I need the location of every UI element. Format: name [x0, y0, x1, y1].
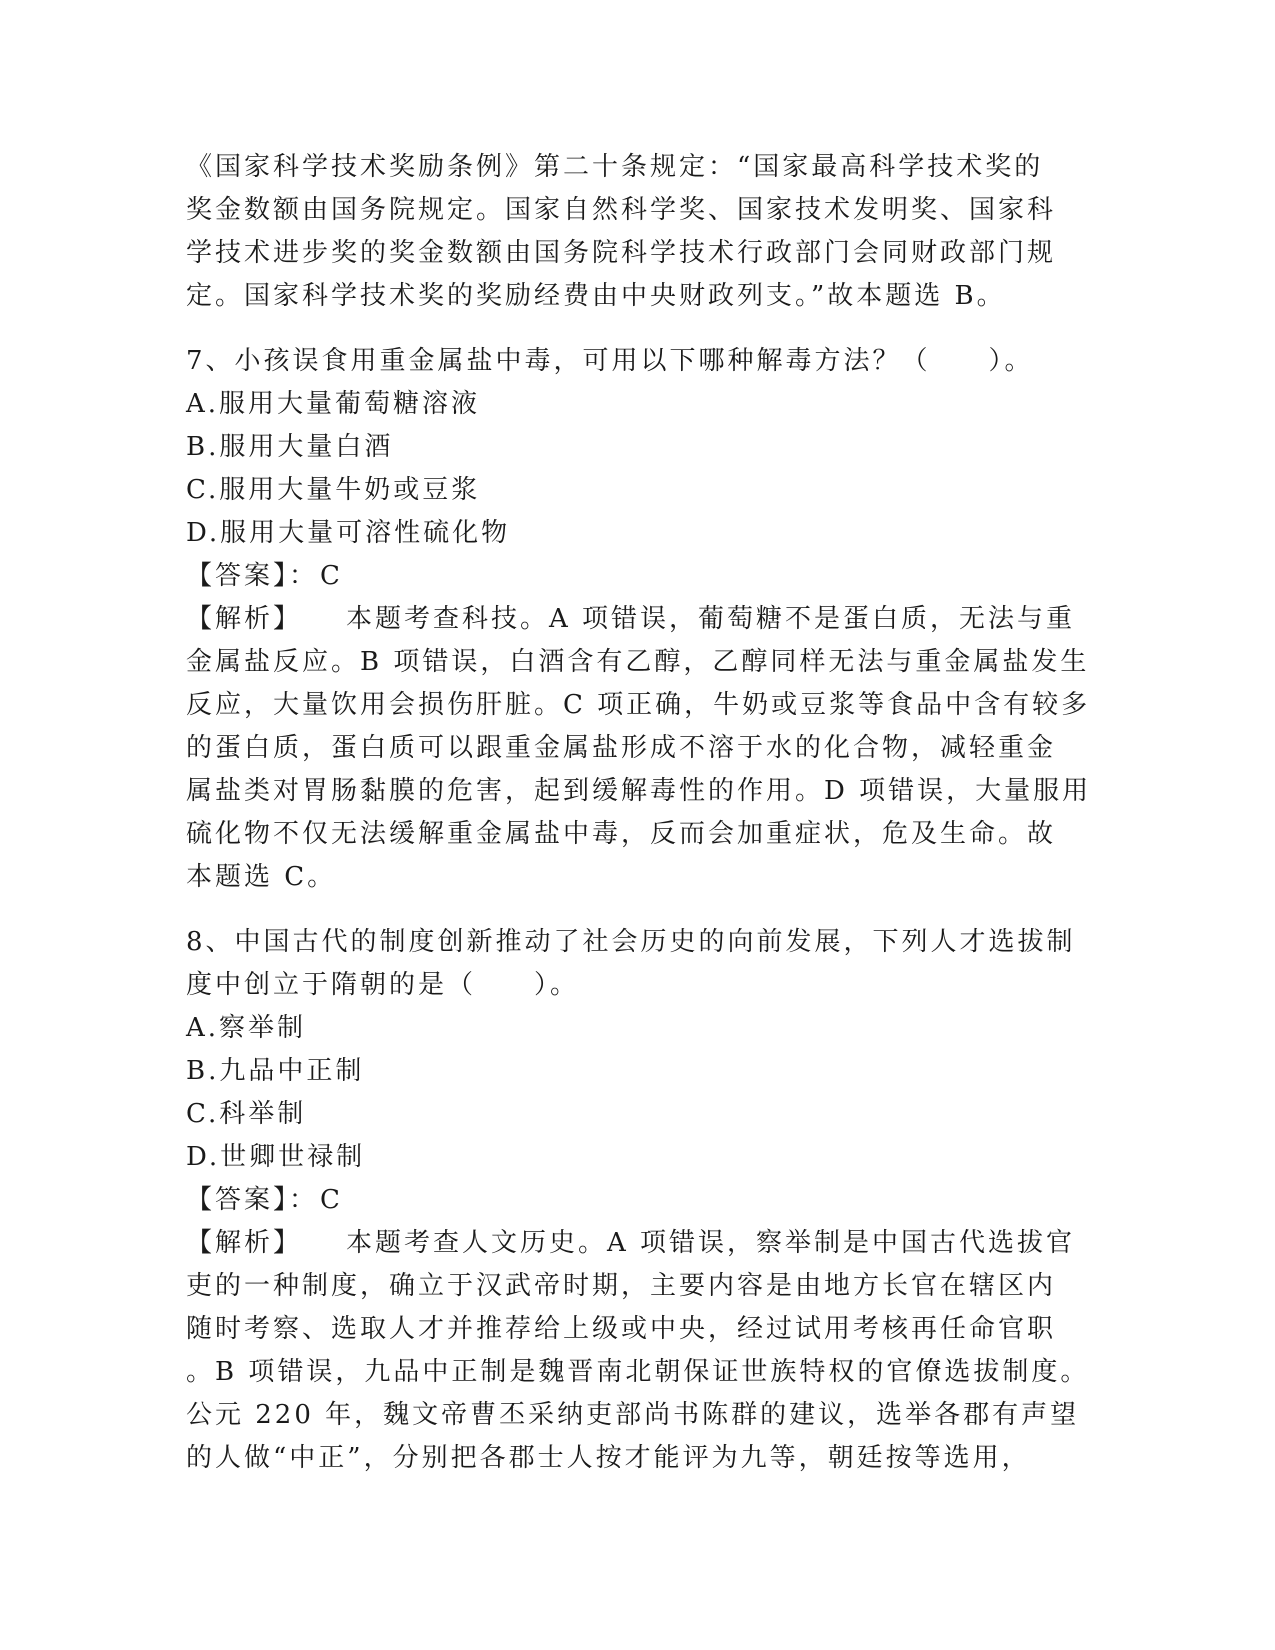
answer-label: 【答案】：	[186, 1185, 319, 1215]
intro-line: 学技术进步奖的奖金数额由国务院科学技术行政部门会同财政部门规	[186, 238, 1057, 268]
answer-label: 【答案】：	[186, 561, 319, 591]
intro-paragraph	[186, 146, 1086, 318]
analysis-line: 的蛋白质，蛋白质可以跟重金属盐形成不溶于水的化合物，减轻重金	[186, 733, 1057, 763]
analysis-line: 随时考察、选取人才并推荐给上级或中央，经过试用考核再任命官职	[186, 1314, 1057, 1344]
option-d: D.服用大量可溶性硫化物	[186, 518, 511, 548]
question-stem: 8、中国古代的制度创新推动了社会历史的向前发展，下列人才选拔制	[186, 927, 1076, 957]
analysis-line: 公元 220 年，魏文帝曹丕采纳吏部尚书陈群的建议，选举各郡有声望	[186, 1400, 1080, 1430]
analysis-label: 【解析】	[186, 604, 303, 634]
answer-value: C	[320, 561, 343, 591]
option-a: A.察举制	[186, 1013, 307, 1043]
question-stem: 7、小孩误食用重金属盐中毒，可用以下哪种解毒方法？（ ）。	[186, 346, 1034, 376]
analysis-line: 硫化物不仅无法缓解重金属盐中毒，反而会加重症状，危及生命。故	[186, 819, 1057, 849]
intro-line: 奖金数额由国务院规定。国家自然科学奖、国家技术发明奖、国家科	[186, 195, 1057, 225]
option-b: B.服用大量白酒	[186, 432, 394, 462]
intro-line: 《国家科学技术奖励条例》第二十条规定：“国家最高科学技术奖的	[186, 152, 1044, 182]
analysis-label: 【解析】	[186, 1228, 303, 1258]
analysis-line: 反应，大量饮用会损伤肝脏。C 项正确，牛奶或豆浆等食品中含有较多	[186, 690, 1091, 720]
analysis-text: 本题考查人文历史。A 项错误，察举制是中国古代选拔官	[346, 1228, 1076, 1258]
analysis-line	[186, 1222, 1086, 1265]
analysis-line: 吏的一种制度，确立于汉武帝时期，主要内容是由地方长官在辖区内	[186, 1271, 1057, 1301]
option-c: C.科举制	[186, 1099, 307, 1129]
analysis-line: 金属盐反应。B 项错误，白酒含有乙醇，乙醇同样无法与重金属盐发生	[186, 647, 1090, 677]
analysis-line: 。B 项错误，九品中正制是魏晋南北朝保证世族特权的官僚选拔制度。	[186, 1357, 1090, 1387]
analysis-line: 属盐类对胃肠黏膜的危害，起到缓解毒性的作用。D 项错误，大量服用	[186, 776, 1092, 806]
document-page	[186, 146, 1092, 1480]
intro-line: 定。国家科学技术奖的奖励经费由中央财政列支。”故本题选 B。	[186, 281, 1006, 311]
option-d: D.世卿世禄制	[186, 1142, 366, 1172]
question-stem: 度中创立于隋朝的是（ ）。	[186, 970, 580, 1000]
question-7	[186, 340, 1092, 899]
answer-line	[186, 555, 1086, 598]
analysis-line	[186, 598, 1086, 641]
question-8	[186, 921, 1090, 1480]
answer-line	[186, 1179, 1086, 1222]
option-b: B.九品中正制	[186, 1056, 365, 1086]
analysis-line: 的人做“中正”，分别把各郡士人按才能评为九等，朝廷按等选用，	[186, 1443, 1031, 1473]
answer-value: C	[320, 1185, 343, 1215]
option-c: C.服用大量牛奶或豆浆	[186, 475, 481, 505]
analysis-text: 本题考查科技。A 项错误，葡萄糖不是蛋白质，无法与重	[346, 604, 1076, 634]
option-a: A.服用大量葡萄糖溶液	[186, 389, 481, 419]
analysis-line: 本题选 C。	[186, 862, 337, 892]
